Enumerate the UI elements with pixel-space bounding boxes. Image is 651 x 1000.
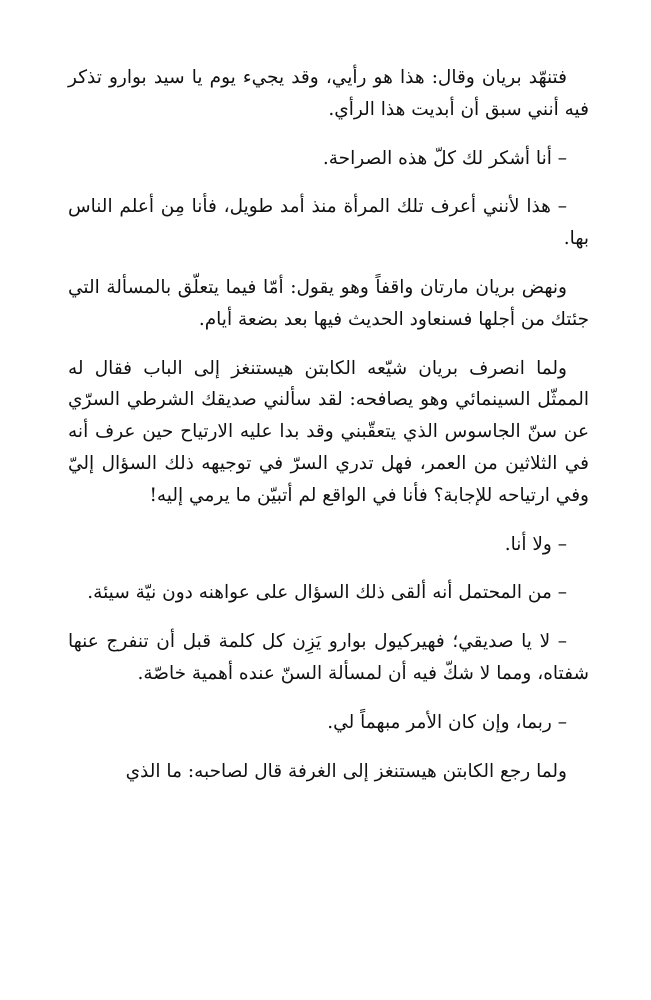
- dialogue-line: – ولا أنا.: [504, 533, 567, 555]
- dialogue-line: – لا يا صديقي؛ فهيركيول بوارو يَزِن كل كلمة قبل أن تنفرج عنها شفتاه، ومما لا شكّ فيه أن لمسألة السنّ عنده أهمية خاصّة.: [68, 631, 589, 684]
- book-page: [68, 62, 589, 804]
- paragraph: ولما رجع الكابتن هيستنغز إلى الغرفة قال لصاحبه: ما الذي: [125, 760, 567, 782]
- dialogue-line: – هذا لأنني أعرف تلك المرأة منذ أمد طويل، فأنا مِن أعلم الناس بها.: [68, 196, 589, 250]
- paragraph: فتنهّد بريان وقال: هذا هو رأيي، وقد يجيء يوم يا سيد بوارو تذكر فيه أنني سبق أن أبديت هذا الرأي.: [68, 67, 589, 120]
- dialogue-line: – من المحتمل أنه ألقى ذلك السؤال على عواهنه دون نيّة سيئة.: [87, 582, 567, 604]
- paragraph: ولما انصرف بريان شيّعه الكابتن هيستنغز إلى الباب فقال له الممثّل السينمائي وهو يصافحه: لقد سألني صديقك الشرطي السرّي عن سنّ الجاسوس الذي يتعقّبني وقد بدا عليه الارتياح حين عرف أنه في الثلاثين من العمر، فهل تدري السرّ في توجيهه ذلك السؤال إليّ وفي ارتياحه للإجابة؟ فأنا في الواقع لم أتبيّن ما يرمي إليه!: [68, 357, 589, 506]
- dialogue-line: – ربما، وإن كان الأمر مبهماً لي.: [327, 711, 567, 733]
- dialogue-line: – أنا أشكر لك كلّ هذه الصراحة.: [322, 147, 567, 169]
- paragraph: ونهض بريان مارتان واقفاً وهو يقول: أمّا فيما يتعلّق بالمسألة التي جئتك من أجلها فسنعاود الحديث فيها بعد بضعة أيام.: [68, 276, 589, 330]
